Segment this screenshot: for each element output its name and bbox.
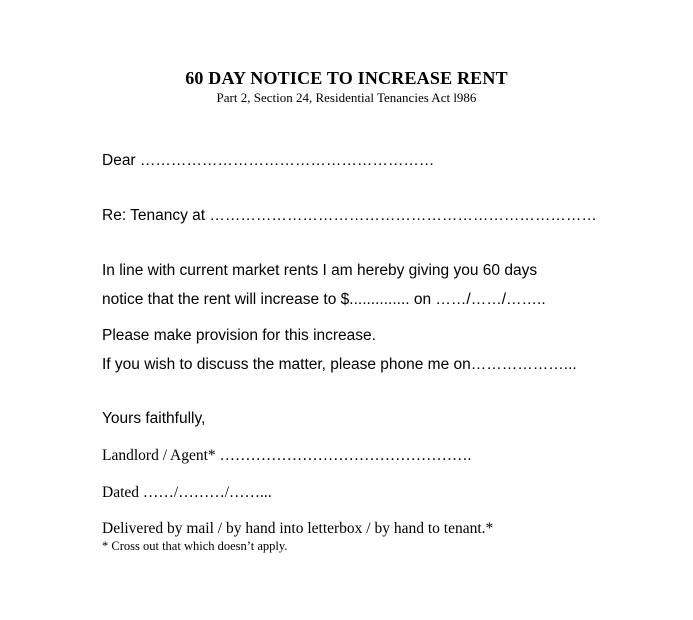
footnote: * Cross out that which doesn’t apply. xyxy=(102,539,288,553)
dated-line: Dated ……/………/……... xyxy=(102,484,272,501)
document-subtitle: Part 2, Section 24, Residential Tenancies Act l986 xyxy=(216,90,477,105)
landlord-signature-line: Landlord / Agent* …………………………………………. xyxy=(102,447,472,464)
tenancy-line: Re: Tenancy at ………………………………………………………………… xyxy=(102,207,597,224)
body-line-1: In line with current market rents I am hereby giving you 60 days xyxy=(102,262,538,279)
discuss-line: If you wish to discuss the matter, please phone me on………………... xyxy=(102,356,577,373)
dear-line: Dear ………………………………………………… xyxy=(102,152,435,169)
provision-line: Please make provision for this increase. xyxy=(102,327,376,344)
document-title: 60 DAY NOTICE TO INCREASE RENT xyxy=(185,68,508,88)
delivery-method-line: Delivered by mail / by hand into letterbox / by hand to tenant.* xyxy=(102,520,494,537)
body-line-2: notice that the rent will increase to $.............. on ……/……/…….. xyxy=(102,291,546,308)
closing-line: Yours faithfully, xyxy=(102,410,206,427)
